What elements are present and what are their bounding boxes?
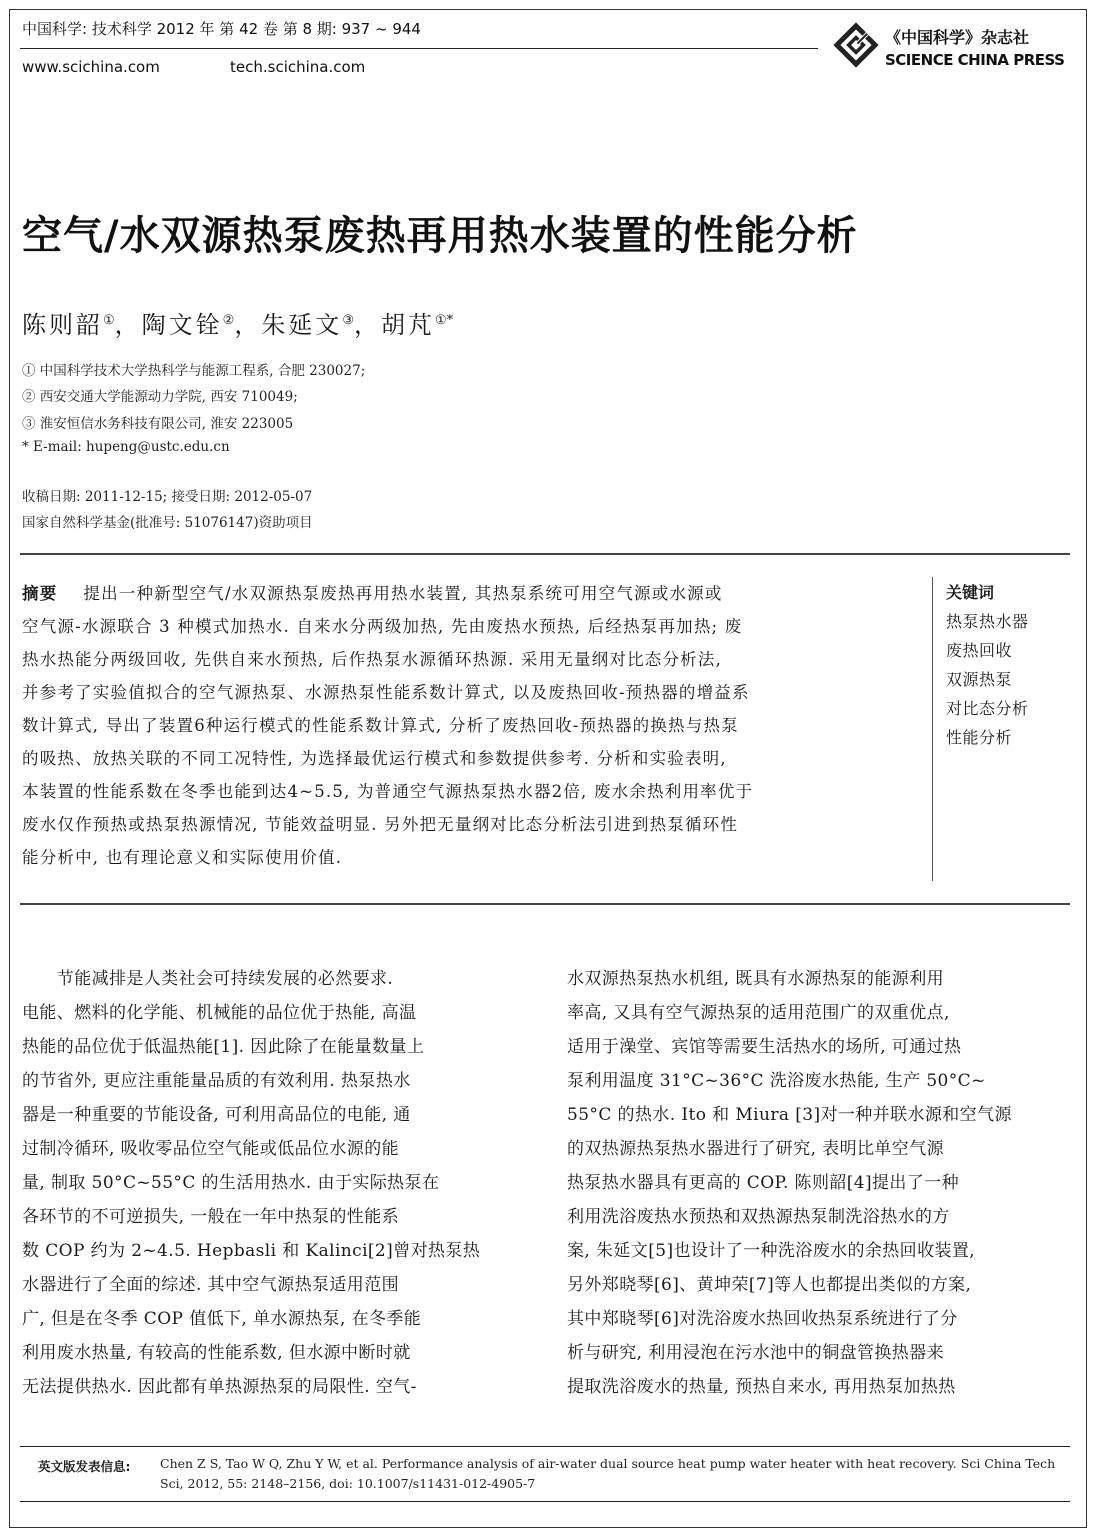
contact-email[interactable]: * E-mail: hupeng@ustc.edu.cn	[22, 439, 230, 455]
body-line: 析与研究, 利用浸泡在污水池中的铜盘管换热器来	[567, 1343, 945, 1363]
abstract-line: 能分析中, 也有理论意义和实际使用价值.	[22, 848, 343, 867]
publisher-name-en: SCIENCE CHINA PRESS	[885, 51, 1065, 69]
received-dates: 收稿日期: 2011-12-15; 接受日期: 2012-05-07	[22, 489, 313, 505]
body-line: 案, 朱延文[5]也设计了一种洗浴废水的余热回收装置,	[567, 1241, 976, 1261]
tech-site-link[interactable]: tech.scichina.com	[230, 58, 366, 76]
body-line: 其中郑晓琴[6]对洗浴废水热回收热泵系统进行了分	[567, 1309, 958, 1329]
english-citation-box	[20, 1446, 1070, 1502]
abstract-bottom-rule	[20, 903, 1070, 905]
funding-note: 国家自然科学基金(批准号: 51076147)资助项目	[22, 515, 313, 531]
abstract-line: 摘要 提出一种新型空气/水双源热泵废热再用热水装置, 其热泵系统可用空气源或水源或	[22, 584, 723, 603]
body-line: 节能减排是人类社会可持续发展的必然要求.	[22, 969, 394, 989]
body-line: 55°C 的热水. Ito 和 Miura [3]对一种并联水源和空气源	[567, 1105, 1012, 1125]
keyword-item: 性能分析	[946, 728, 1013, 747]
publisher-logo	[833, 20, 1079, 80]
site-link[interactable]: www.scichina.com	[22, 58, 160, 76]
abstract-line: 数计算式, 导出了装置6种运行模式的性能系数计算式, 分析了废热回收-预热器的换热与热泵	[22, 716, 739, 735]
body-line: 各环节的不可逆损失, 一般在一年中热泵的性能系	[22, 1207, 400, 1227]
body-line: 水双源热泵热水机组, 既具有水源热泵的能源利用	[567, 969, 945, 989]
body-line: 泵利用温度 31°C~36°C 洗浴废水热能, 生产 50°C~	[567, 1071, 986, 1091]
body-line: 量, 制取 50°C~55°C 的生活用热水. 由于实际热泵在	[22, 1173, 440, 1193]
author-mark: ①*	[434, 313, 454, 328]
keyword-item: 对比态分析	[946, 699, 1029, 718]
author-mark: ③	[342, 313, 354, 328]
abstract-line: 的吸热、放热关联的不同工况特性, 为选择最优运行模式和参数提供参考. 分析和实验表明,	[22, 749, 727, 768]
body-line: 适用于澡堂、宾馆等需要生活热水的场所, 可通过热	[567, 1037, 962, 1057]
affiliation-3: ③ 淮安恒信水务科技有限公司, 淮安 223005	[22, 416, 294, 432]
citation-label: 英文版发表信息:	[38, 1459, 131, 1474]
body-line: 利用废水热量, 有较高的性能系数, 但水源中断时就	[22, 1343, 411, 1363]
keyword-item: 废热回收	[946, 641, 1013, 660]
abstract-line: 热水热能分两级回收, 先供自来水预热, 后作热泵水源循环热源. 采用无量纲对比态分析法,	[22, 650, 723, 669]
author-list: 陈则韶①，陶文铨②，朱延文③，胡芃①*	[22, 311, 454, 339]
affiliation-1: ① 中国科学技术大学热科学与能源工程系, 合肥 230027;	[22, 363, 366, 379]
body-line: 的双热源热泵热水器进行了研究, 表明比单空气源	[567, 1139, 945, 1159]
author-name: 朱延文	[261, 311, 343, 339]
body-line: 的节省外, 更应注重能量品质的有效利用. 热泵热水	[22, 1071, 411, 1091]
body-line: 热泵热水器具有更高的 COP. 陈则韶[4]提出了一种	[567, 1173, 960, 1193]
abstract-line: 并参考了实验值拟合的空气源热泵、水源热泵性能系数计算式, 以及废热回收-预热器的增益系	[22, 683, 750, 702]
affiliation-2: ② 西安交通大学能源动力学院, 西安 710049;	[22, 389, 298, 405]
abstract-label: 摘要	[22, 584, 58, 603]
body-line: 电能、燃料的化学能、机械能的品位优于热能, 高温	[22, 1003, 417, 1023]
header-rule	[20, 48, 818, 49]
science-china-press-logo-icon	[833, 22, 879, 68]
article-title: 空气/水双源热泵废热再用热水装置的性能分析	[22, 213, 858, 259]
body-line: 另外郑晓琴[6]、黄坤荣[7]等人也都提出类似的方案,	[567, 1275, 972, 1295]
body-line: 率高, 又具有空气源热泵的适用范围广的双重优点,	[567, 1003, 950, 1023]
keywords-divider	[932, 577, 933, 881]
body-line: 广, 但是在冬季 COP 值低下, 单水源热泵, 在冬季能	[22, 1309, 422, 1329]
citation-line-1: Chen Z S, Tao W Q, Zhu Y W, et al. Performance analysis of air-water dual source heat pump water heater with heat recovery. Sci China Tech	[160, 1456, 1056, 1471]
body-line: 提取洗浴废水的热量, 预热自来水, 再用热泵加热热	[567, 1377, 956, 1397]
body-line: 利用洗浴废热水预热和双热源热泵制洗浴热水的方	[567, 1207, 950, 1227]
body-line: 器是一种重要的节能设备, 可利用高品位的电能, 通	[22, 1105, 411, 1125]
body-line: 无法提供热水. 因此都有单热源热泵的局限性. 空气-	[22, 1377, 417, 1397]
abstract-line: 空气源-水源联合 3 种模式加热水. 自来水分两级加热, 先由废热水预热, 后经热泵再加热; 废	[22, 617, 743, 636]
citation-line-2: Sci, 2012, 55: 2148–2156, doi: 10.1007/s11431-012-4905-7	[160, 1476, 536, 1491]
author-name: 胡芃	[380, 311, 435, 339]
keyword-item: 双源热泵	[946, 670, 1013, 689]
keywords-title: 关键词	[946, 583, 995, 602]
author-name: 陶文铨	[141, 311, 223, 339]
keyword-item: 热泵热水器	[946, 612, 1029, 631]
body-line: 数 COP 约为 2~4.5. Hepbasli 和 Kalinci[2]曾对热泵热	[22, 1241, 481, 1261]
body-line: 水器进行了全面的综述. 其中空气源热泵适用范围	[22, 1275, 400, 1295]
abstract-line: 本装置的性能系数在冬季也能到达4~5.5, 为普通空气源热泵热水器2倍, 废水余热利用率优于	[22, 782, 754, 801]
journal-line: 中国科学: 技术科学 2012 年 第 42 卷 第 8 期: 937 ~ 944	[22, 20, 421, 38]
body-line: 热能的品位优于低温热能[1]. 因此除了在能量数量上	[22, 1037, 425, 1057]
author-mark: ①	[103, 313, 115, 328]
body-line: 过制冷循环, 吸收零品位空气能或低品位水源的能	[22, 1139, 400, 1159]
publisher-name-cn: 《中国科学》杂志社	[885, 28, 1030, 47]
abstract-top-rule	[20, 553, 1070, 555]
author-name: 陈则韶	[22, 311, 103, 339]
abstract-line: 废水仅作预热或热泵热源情况, 节能效益明显. 另外把无量纲对比态分析法引进到热泵循环性	[22, 815, 739, 834]
author-mark: ②	[222, 313, 235, 328]
